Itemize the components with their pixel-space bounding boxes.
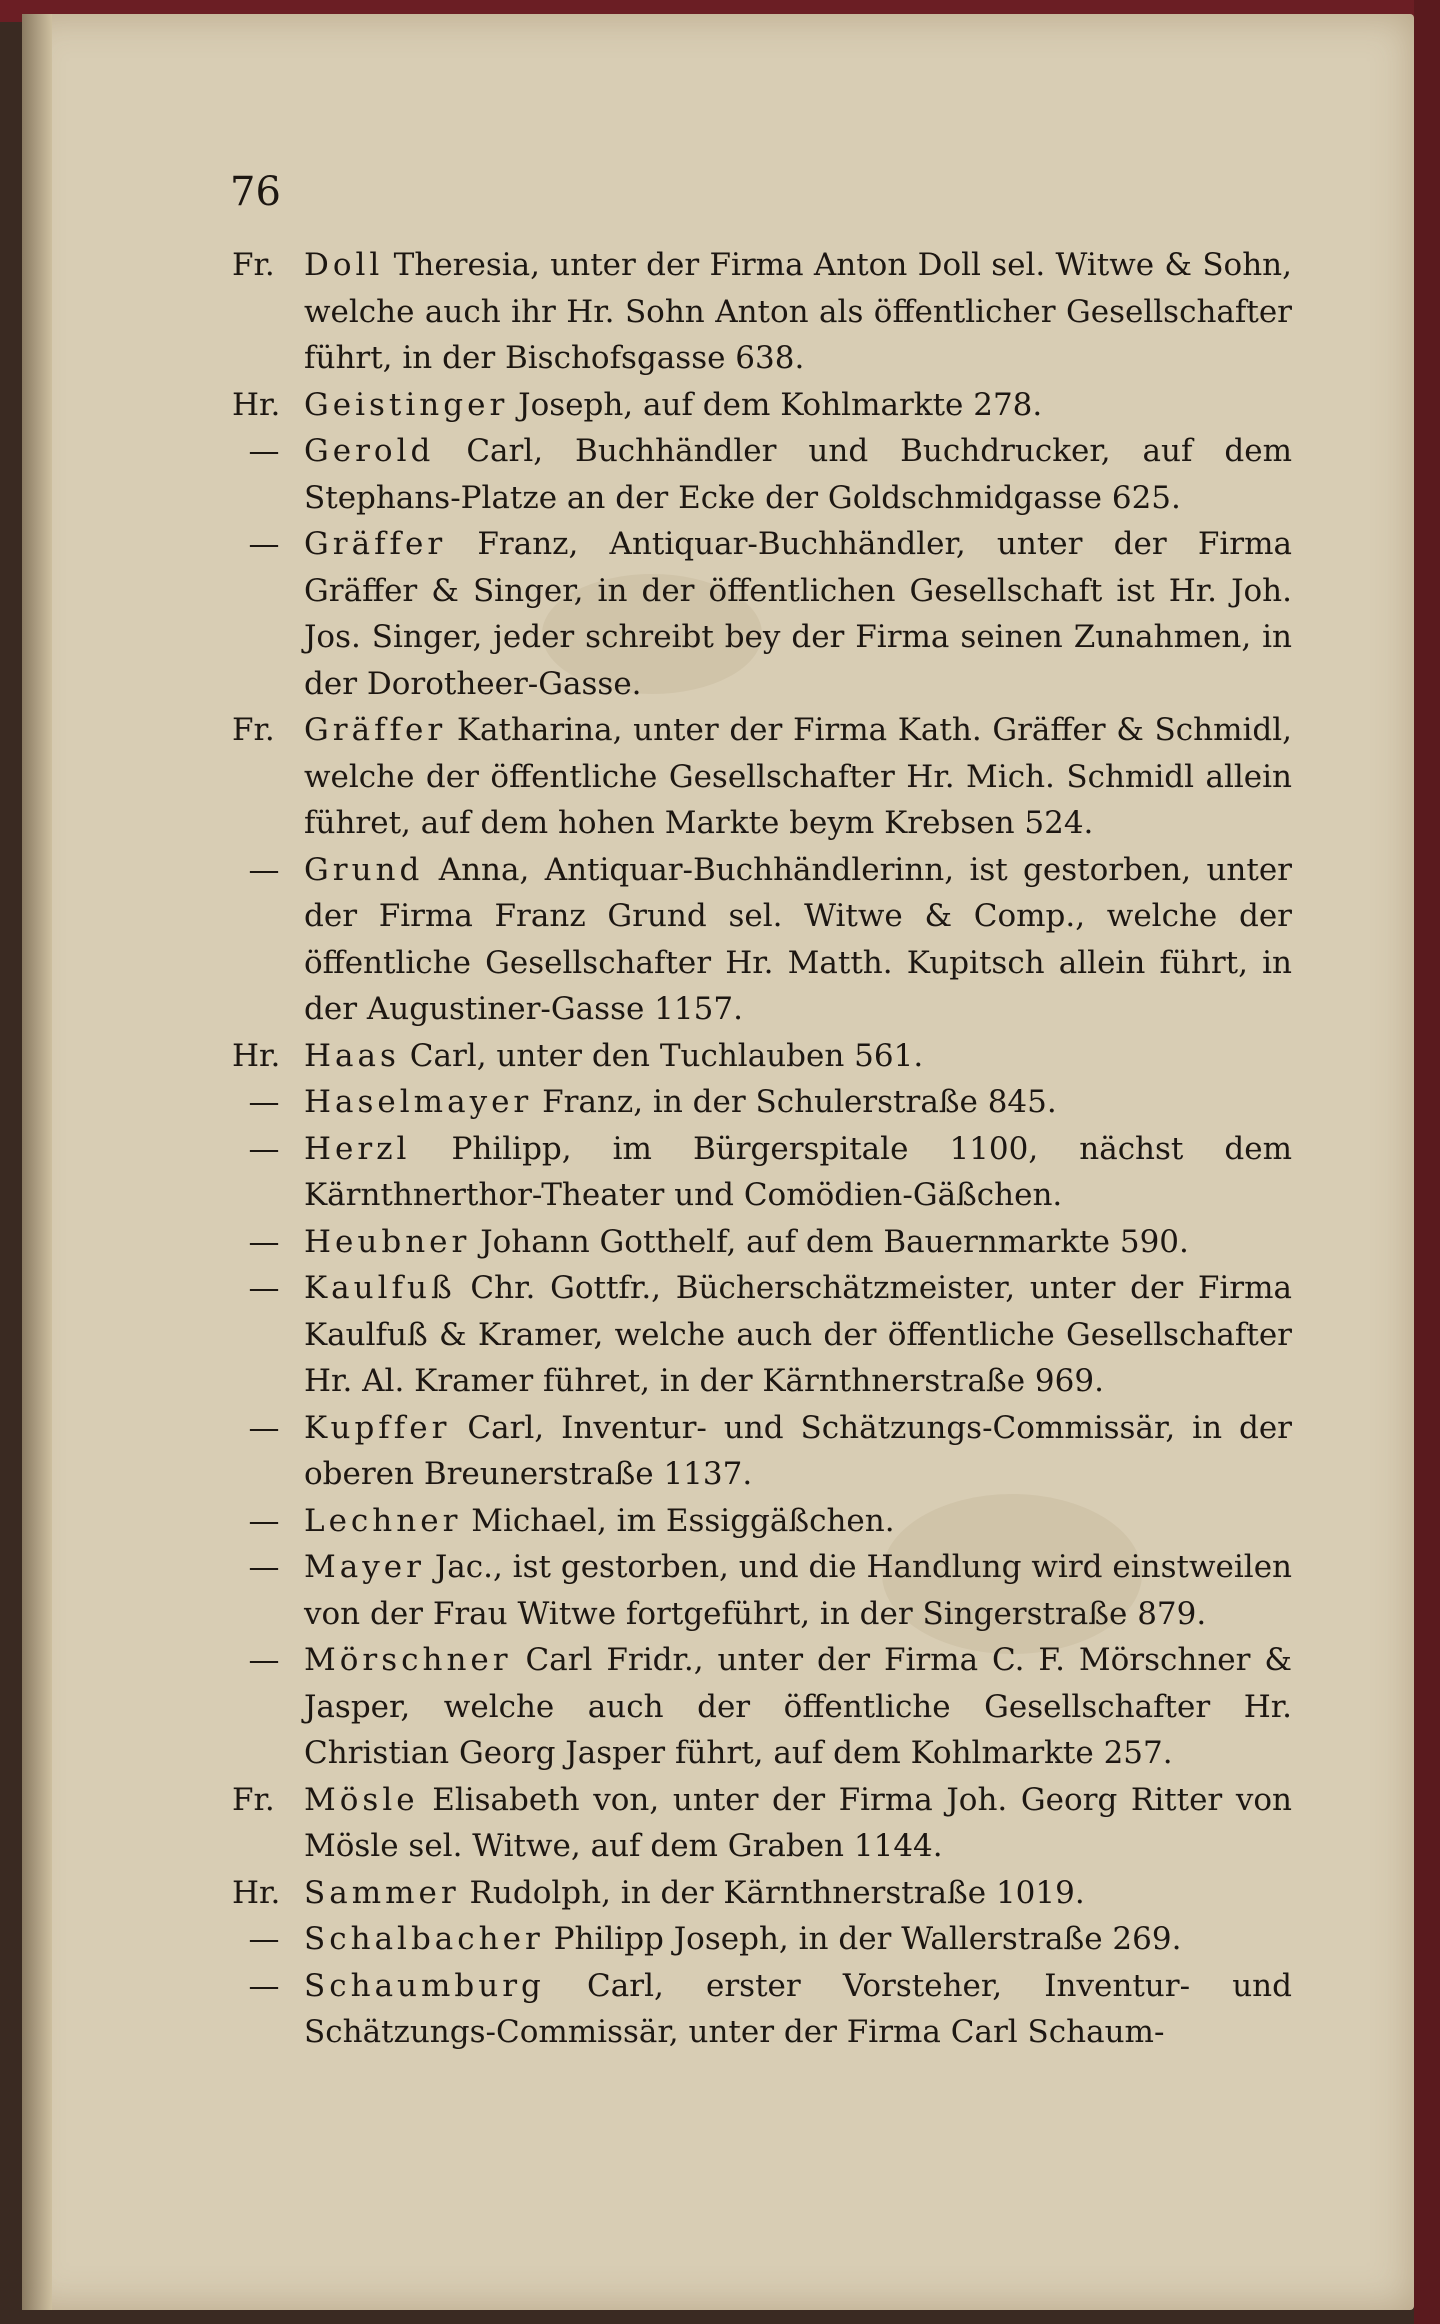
entry-prefix: — [248, 433, 280, 469]
book-cover-edge [1414, 0, 1440, 2324]
directory-entry [232, 1219, 1292, 1266]
entry-text: Carl, unter den Tuchlauben 561. [409, 1037, 924, 1074]
entry-prefix: — [248, 1084, 280, 1120]
entry-text: Philipp, im Bürgerspitale 1100, nächst dem Kärnthnerthor-Theater und Comödien-Gäßchen. [304, 1130, 1293, 1213]
entry-prefix: Fr. [232, 247, 275, 283]
entry-text: Carl, Buchhändler und Buchdrucker, auf dem Stephans-Platze an der Ecke der Goldschmidgasse 625. [304, 433, 1292, 516]
directory-entry [232, 521, 1292, 707]
entry-prefix: — [248, 526, 280, 562]
entry-prefix: — [248, 1270, 280, 1306]
directory-entry [232, 1963, 1292, 2056]
entry-name: Kupffer [304, 1409, 451, 1446]
book-page [22, 14, 1414, 2310]
entry-name: Gerold [304, 433, 435, 469]
entry-name: Mörschner [304, 1642, 512, 1678]
entry-name: Lechner [304, 1502, 462, 1539]
directory-entry [232, 242, 1292, 382]
directory-entry [232, 382, 1292, 429]
directory-entry [232, 1079, 1292, 1126]
entry-name: Schalbacher [304, 1921, 544, 1957]
entry-text: Philipp Joseph, in der Wallerstraße 269. [553, 1921, 1182, 1957]
page-gutter [22, 14, 52, 2310]
entry-text: Elisabeth von, unter der Firma Joh. Georg Ritter von Mösle sel. Witwe, auf dem Graben 1144. [304, 1781, 1292, 1864]
entry-text: Carl Fridr., unter der Firma C. F. Mörschner & Jasper, welche auch der öffentliche Gesellschafter Hr. Christian Georg Jasper führt, auf dem Kohlmarkte 257. [304, 1642, 1292, 1771]
entry-prefix: — [248, 1967, 280, 2004]
entry-prefix: Fr. [232, 712, 275, 748]
entry-name: Geistinger [304, 386, 509, 423]
directory-entry [232, 1777, 1292, 1870]
entry-name: Haselmayer [304, 1084, 533, 1120]
entry-text: Franz, Antiquar-Buchhändler, unter der Firma Gräffer & Singer, in der öffentlichen Gesellschaft ist Hr. Joh. Jos. Singer, jeder schreibt bey der Firma seinen Zunahmen, in der Dorotheer-Gasse. [304, 526, 1292, 702]
directory-entry [232, 1637, 1292, 1777]
entry-text: Johann Gotthelf, auf dem Bauernmarkte 590. [480, 1223, 1189, 1260]
entry-text: Carl, erster Vorsteher, Inventur- und Schätzungs-Commissär, unter der Firma Carl Schaum- [304, 1967, 1292, 2050]
entry-text: Jac., ist gestorben, und die Handlung wird einstweilen von der Frau Witwe fortgeführt, in der Singerstraße 879. [304, 1549, 1293, 1632]
entry-text: Carl, Inventur- und Schätzungs-Commissär, in der oberen Breunerstraße 1137. [304, 1409, 1293, 1492]
entry-name: Doll [304, 247, 384, 283]
entry-name: Mösle [304, 1781, 419, 1818]
entry-prefix: — [248, 1409, 280, 1446]
entry-name: Sammer [304, 1874, 460, 1911]
entry-prefix: Hr. [232, 1874, 281, 1911]
entry-prefix: Hr. [232, 386, 281, 423]
page-number: 76 [230, 169, 281, 215]
entry-prefix: Fr. [232, 1781, 275, 1818]
directory-entry [232, 1265, 1292, 1405]
directory-entry [232, 1126, 1292, 1219]
directory-entry [232, 1033, 1292, 1080]
entry-name: Grund [304, 851, 424, 888]
entry-prefix: — [248, 1223, 280, 1260]
directory-entry [232, 1544, 1292, 1637]
directory-entry [232, 1870, 1292, 1917]
entry-name: Gräffer [304, 526, 447, 562]
entry-text: Rudolph, in der Kärnthnerstraße 1019. [469, 1874, 1085, 1911]
entry-prefix: — [248, 851, 280, 888]
directory-entry [232, 428, 1292, 521]
entry-text: Anna, Antiquar-Buchhändlerinn, ist gestorben, unter der Firma Franz Grund sel. Witwe & Comp., welche der öffentliche Gesellschafter Hr. Matth. Kupitsch allein führt, in der Augustiner-Gasse 1157. [304, 851, 1292, 1027]
entry-text: Joseph, auf dem Kohlmarkte 278. [518, 386, 1043, 423]
directory-entry [232, 1498, 1292, 1545]
entry-prefix: — [248, 1921, 280, 1957]
entry-prefix: — [248, 1642, 280, 1678]
entry-name: Haas [304, 1037, 400, 1074]
entry-name: Kaulfuß [304, 1270, 456, 1306]
directory-entry [232, 847, 1292, 1033]
entry-text: Chr. Gottfr., Bücherschätzmeister, unter der Firma Kaulfuß & Kramer, welche auch der öffentliche Gesellschafter Hr. Al. Kramer führet, in der Kärnthnerstraße 969. [304, 1270, 1292, 1399]
entry-name: Schaumburg [304, 1967, 545, 2004]
entry-prefix: — [248, 1549, 280, 1585]
entry-prefix: — [248, 1502, 280, 1539]
entry-prefix: — [248, 1130, 280, 1167]
entry-name: Herzl [304, 1130, 411, 1167]
entry-name: Heubner [304, 1223, 471, 1260]
entry-prefix: Hr. [232, 1037, 281, 1074]
directory-entries [232, 242, 1292, 2056]
entry-text: Michael, im Essiggäßchen. [471, 1502, 895, 1539]
directory-entry [232, 1405, 1292, 1498]
directory-entry [232, 1916, 1292, 1963]
entry-name: Mayer [304, 1549, 425, 1585]
entry-text: Theresia, unter der Firma Anton Doll sel. Witwe & Sohn, welche auch ihr Hr. Sohn Anton als öffentlicher Gesellschafter führt, in der Bischofsgasse 638. [304, 247, 1293, 376]
entry-name: Gräffer [304, 712, 447, 748]
entry-text: Katharina, unter der Firma Kath. Gräffer & Schmidl, welche der öffentliche Gesellschafter Hr. Mich. Schmidl allein führet, auf dem hohen Markte beym Krebsen 524. [304, 712, 1292, 841]
entry-text: Franz, in der Schulerstraße 845. [542, 1084, 1057, 1120]
directory-entry [232, 707, 1292, 847]
